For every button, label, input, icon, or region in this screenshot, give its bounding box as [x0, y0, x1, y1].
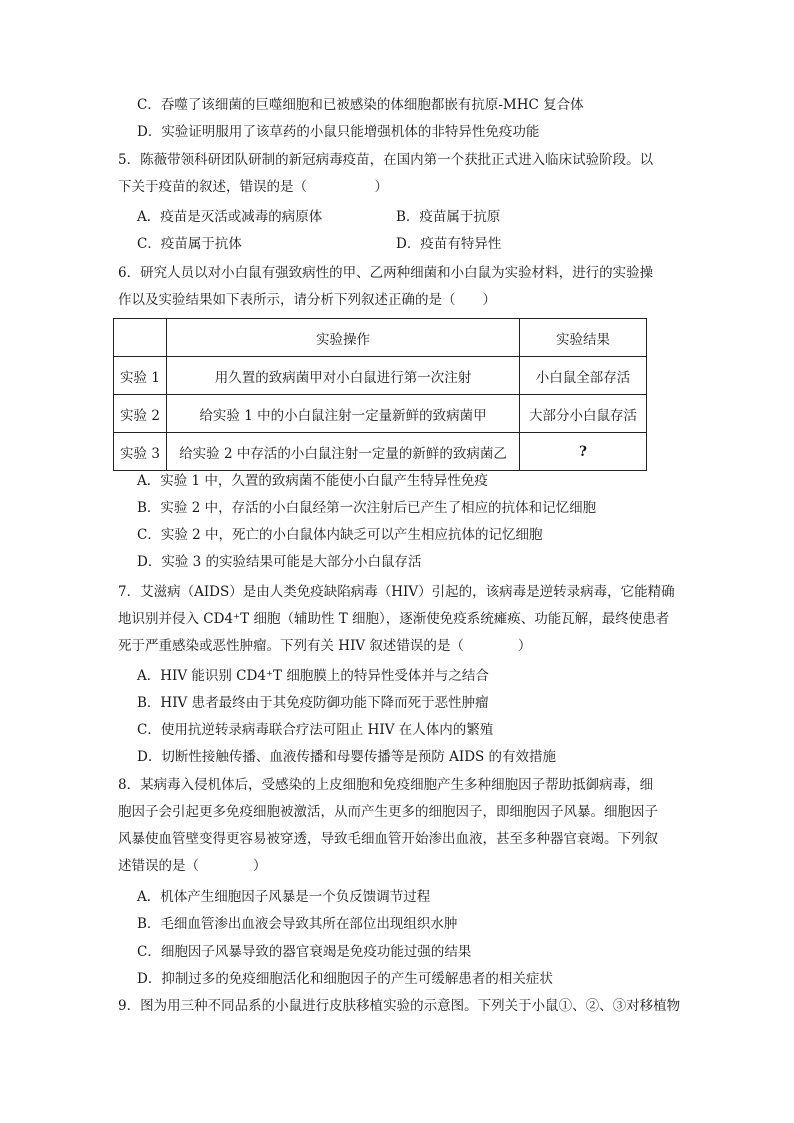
q5-option-c: C．疫苗属于抗体 [137, 236, 242, 252]
q6-option-a: A．实验 1 中，久置的致病菌不能使小白鼠产生特异性免疫 [137, 473, 488, 489]
experiment-table [113, 318, 647, 471]
q7-option-d: D．切断性接触传播、血液传播和母婴传播等是预防 AIDS 的有效措施 [137, 749, 557, 765]
q8-option-b: B．毛细血管渗出血液会导致其所在部位出现组织水肿 [137, 916, 458, 932]
q7-option-b: B．HIV 患者最终由于其免疫防御功能下降而死于恶性肿瘤 [137, 695, 489, 711]
table-row-result: 小白鼠全部存活 [520, 357, 647, 395]
q5-stem-line2: 下关于疫苗的叙述，错误的是（ ） [118, 179, 388, 195]
q8-stem-line1: 8．某病毒入侵机体后，受感染的上皮细胞和免疫细胞产生多种细胞因子帮助抵御病毒，细 [118, 777, 654, 793]
table-row-label: 实验 1 [114, 357, 167, 395]
table-row-label: 实验 2 [114, 395, 167, 433]
q4-option-d: D．实验证明服用了该草药的小鼠只能增强机体的非特异性免疫功能 [137, 124, 540, 140]
table-header-empty [114, 319, 167, 357]
table-header-operation: 实验操作 [167, 319, 520, 357]
q5-stem-line1: 5．陈薇带领科研团队研制的新冠病毒疫苗，在国内第一个获批正式进入临床试验阶段。以 [118, 152, 654, 168]
q5-option-b: B．疫苗属于抗原 [396, 209, 501, 225]
q9-stem-line1: 9．图为用三种不同品系的小鼠进行皮肤移植实验的示意图。下列关于小鼠①、②、③对移植物 [118, 998, 681, 1014]
q5-option-a: A．疫苗是灭活或减毒的病原体 [137, 209, 323, 225]
table-row-result: 大部分小白鼠存活 [520, 395, 647, 433]
q6-option-d: D．实验 3 的实验结果可能是大部分小白鼠存活 [137, 554, 422, 570]
table-row [114, 357, 647, 395]
q5-option-d: D．疫苗有特异性 [396, 236, 502, 252]
q6-stem-line2: 作以及实验结果如下表所示，请分析下列叙述正确的是（ ） [118, 292, 496, 308]
q4-option-c: C．吞噬了该细菌的巨噬细胞和已被感染的体细胞都嵌有抗原-MHC 复合体 [137, 97, 584, 113]
q7-option-c: C．使用抗逆转录病毒联合疗法可阻止 HIV 在人体内的繁殖 [137, 722, 494, 738]
table-row [114, 433, 647, 471]
q8-option-d: D．抑制过多的免疫细胞活化和细胞因子的产生可缓解患者的相关症状 [137, 971, 553, 987]
table-row-label: 实验 3 [114, 433, 167, 471]
q7-stem-line2: 地识别并侵入 CD4⁺T 细胞（辅助性 T 细胞），逐渐使免疫系统瘫痪、功能瓦解，最终使患者 [118, 611, 670, 627]
q7-option-a: A．HIV 能识别 CD4⁺T 细胞膜上的特异性受体并与之结合 [137, 668, 489, 684]
q7-stem-line1: 7．艾滋病（AIDS）是由人类免疫缺陷病毒（HIV）引起的，该病毒是逆转录病毒，它能精确 [118, 584, 675, 600]
q7-stem-line3: 死于严重感染或恶性肿瘤。下列有关 HIV 叙述错误的是（ ） [118, 638, 532, 654]
q8-stem-line2: 胞因子会引起更多免疫细胞被激活，从而产生更多的细胞因子，即细胞因子风暴。细胞因子 [118, 804, 658, 820]
table-row [114, 395, 647, 433]
q8-option-c: C．细胞因子风暴导致的器官衰竭是免疫功能过强的结果 [137, 944, 472, 960]
q6-stem-line1: 6．研究人员以对小白鼠有强致病性的甲、乙两种细菌和小白鼠为实验材料，进行的实验操 [118, 265, 654, 281]
q6-option-c: C．实验 2 中，死亡的小白鼠体内缺乏可以产生相应抗体的记忆细胞 [137, 527, 543, 543]
table-header-result: 实验结果 [520, 319, 647, 357]
q8-stem-line4: 述错误的是（ ） [118, 858, 267, 874]
table-row-operation: 用久置的致病菌甲对小白鼠进行第一次注射 [167, 357, 520, 395]
table-header-row [114, 319, 647, 357]
table-row-operation: 给实验 2 中存活的小白鼠注射一定量的新鲜的致病菌乙 [167, 433, 520, 471]
table-row-result-unknown: ? [520, 433, 647, 471]
table-row-operation: 给实验 1 中的小白鼠注射一定量新鲜的致病菌甲 [167, 395, 520, 433]
q8-stem-line3: 风暴使血管壁变得更容易被穿透，导致毛细血管开始渗出血液，甚至多种器官衰竭。下列叙 [118, 831, 658, 847]
q6-option-b: B．实验 2 中，存活的小白鼠经第一次注射后已产生了相应的抗体和记忆细胞 [137, 500, 597, 516]
q8-option-a: A．机体产生细胞因子风暴是一个负反馈调节过程 [137, 889, 431, 905]
